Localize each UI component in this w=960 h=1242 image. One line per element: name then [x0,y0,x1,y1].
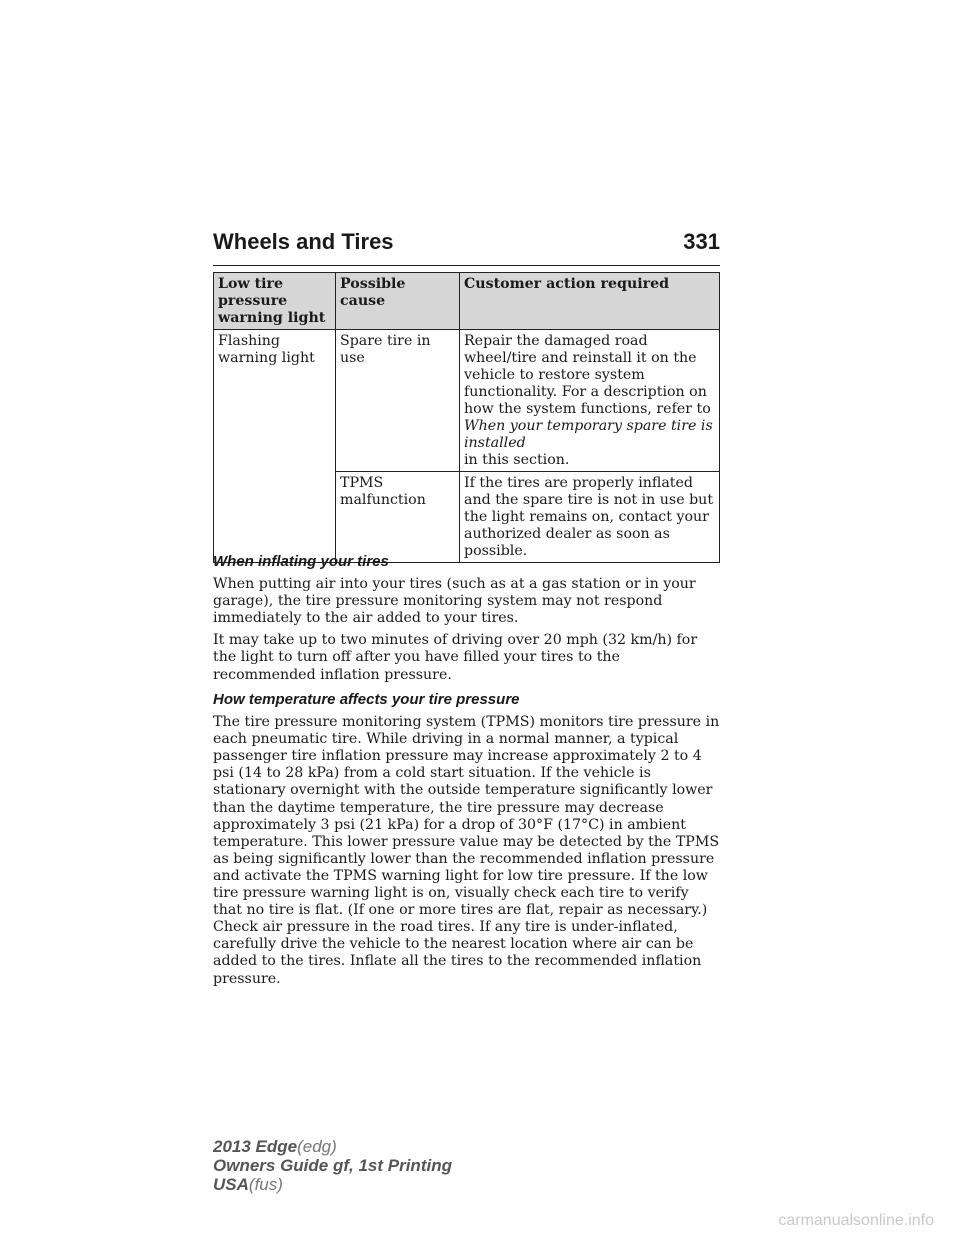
paragraph: The tire pressure monitoring system (TPMS) monitors tire pressure in each pneumatic tire. While driving in a normal manner, a typical passenger tire inflation pressure may increase approximately 2 to 4 psi (14 to 28 kPa) from a cold start situation. If the vehicle is stationary overnight with the outside temperature significantly lower than the daytime temperature, the tire pressure may decrease approximately 3 psi (21 kPa) for a drop of 30°F (17°C) in ambient temperature. This lower pressure value may be detected by the TPMS as being significantly lower than the recommended inflation pressure and activate the TPMS warning light for low tire pressure. If the low tire pressure warning light is on, visually check each tire to verify that no tire is flat. (If one or more tires are flat, repair as necessary.) Check air pressure in the road tires. If any tire is under-inflated, carefully drive the vehicle to the nearest location where air can be added to the tires. Inflate all the tires to the recommended inflation pressure. [213,714,720,987]
section-heading: When inflating your tires [213,553,389,570]
table-row [214,330,720,472]
section-inflating [213,553,720,689]
watermark: carmanualsonline.info [778,1212,934,1229]
footer-market-code: (fus) [248,1175,283,1194]
cell-warning-light: Flashing warning light [214,330,336,563]
paragraph: It may take up to two minutes of driving over 20 mph (32 km/h) for the light to turn off after you have filled your tires to the recommended inflation pressure. [213,632,698,683]
tpms-warning-table [213,272,720,563]
section-temperature [213,691,720,993]
cell-action: If the tires are properly inflated and the spare tire is not in use but the light remains on, contact your authorized dealer as soon as possible. [460,472,720,563]
chapter-title: Wheels and Tires [213,229,394,254]
footer-guide: Owners Guide gf, 1st Printing [213,1156,452,1175]
cell-cause: Spare tire in use [336,330,460,472]
footer-model: 2013 Edge [213,1137,298,1156]
cross-reference: When your temporary spare tire is installed [464,418,713,451]
document-footer [213,1137,452,1194]
header-customer-action: Customer action required [460,273,720,330]
action-tail: in this section. [464,452,570,468]
header-warning-light: Low tire pressure warning light [214,273,336,330]
footer-market: USA [213,1175,249,1194]
table-header-row [214,273,720,330]
cell-action [460,330,720,472]
header-possible-cause: Possible cause [336,273,460,330]
page-number: 331 [683,229,720,254]
action-text: Repair the damaged road wheel/tire and reinstall it on the vehicle to restore system functionality. For a description on how the system functions, refer to [464,333,711,417]
page-header [213,229,720,266]
cell-cause: TPMS malfunction [336,472,460,563]
paragraph: When putting air into your tires (such as at a gas station or in your garage), the tire pressure monitoring system may not respond immediately to the air added to your tires. [213,576,696,627]
footer-model-code: (edg) [297,1137,337,1156]
section-heading: How temperature affects your tire pressure [213,691,520,708]
